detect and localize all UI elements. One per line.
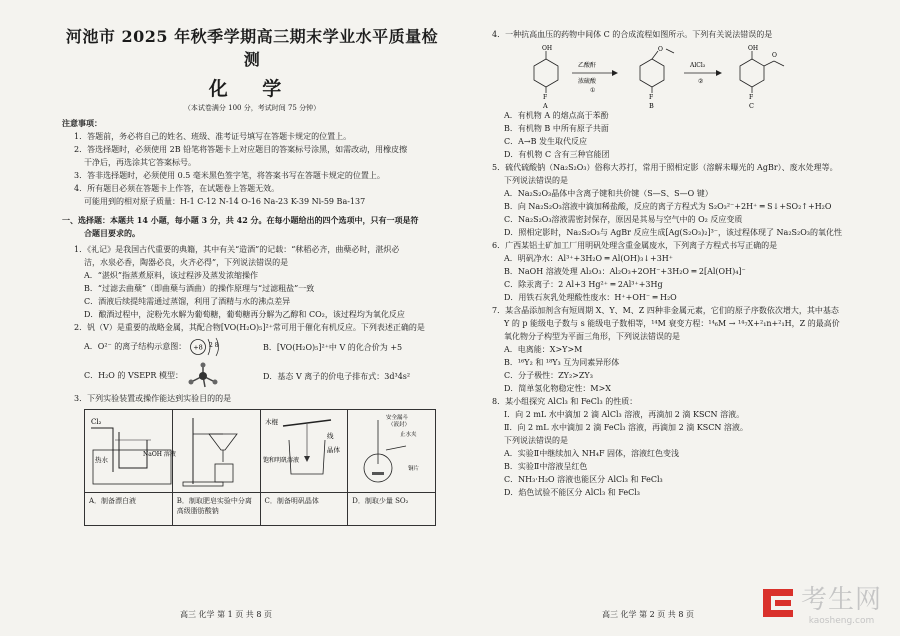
ion-structure-diagram (189, 336, 229, 358)
apparatus-c-drawing (261, 410, 347, 492)
right-page (452, 0, 900, 636)
compound-a-label: A (543, 102, 548, 110)
q1-stem: 1．《礼记》是我国古代重要的典籍，其中有关“造酒”的记载：“秫稻必齐，曲蘖必时，湛炽必 (74, 245, 400, 254)
q1-option-a: A．“湛炽”指蒸煮原料，该过程涉及蒸发浓缩操作 (84, 271, 258, 280)
q6-option-a: A．明矾净水：Al³⁺+3H₂O ═ Al(OH)₃↓+3H⁺ (504, 254, 673, 263)
q8-option-c: C．NH₃·H₂O 溶液也能区分 AlCl₃ 和 FeCl₃ (504, 475, 663, 484)
q2-row-ab (62, 334, 442, 360)
q5-option-c: C．Na₂S₂O₃溶液需密封保存，原因是其易与空气中的 O₂ 反应变质 (504, 215, 743, 224)
label-naoh: NaOH 溶液 (143, 451, 176, 458)
q5-stem: 5．硫代硫酸钠（Na₂S₂O₃）俗称大苏打，常用于照相定影（溶解未曝光的 AgBr）、废水处理等。 (492, 163, 838, 172)
q3-cell-d (348, 410, 435, 525)
q3-cell-b (173, 410, 261, 525)
q2-option-a: A．O²⁻ 的离子结构示意图： (84, 342, 187, 351)
label-crystal: 晶体 (326, 446, 340, 454)
q3-option-d: D．制取少量 SO₂ (352, 497, 409, 505)
note-2-cont: 干净后，再选涂其它答案标号。 (84, 158, 196, 167)
q4-stem: 4．一种抗高血压的药物中间体 C 的合成流程如图所示。下列有关说法错误的是 (492, 30, 773, 39)
label-cl2: Cl₂ (91, 418, 102, 426)
q4-option-c: C．A→B 发生取代反应 (504, 137, 588, 146)
section-heading: 一、选择题：本题共 14 小题，每小题 3 分，共 42 分。在每小题给出的四个选项中，只有一项是符 (62, 215, 419, 225)
q8-option-d: D．焰色试验不能区分 AlCl₃ 和 FeCl₃ (504, 488, 640, 497)
q3-cell-a (85, 410, 176, 525)
svg-text:F: F (749, 94, 754, 101)
q8-option-a: A．实验Ⅱ中继续加入 NH₄F 固体，溶液红色变浅 (504, 449, 680, 458)
label-copper: 铜片 (408, 466, 420, 472)
watermark-text: 考生网 (800, 585, 882, 615)
q8-question: 下列说法错误的是 (504, 436, 568, 445)
note-1: 1．答题前，务必将自己的姓名、班级、准考证号填写在答题卡规定的位置上。 (74, 132, 352, 141)
q8-stem: 8．某小组探究 AlCl₃ 和 FeCl₃ 的性质： (492, 397, 638, 406)
reagent-1-top: 乙酸酐 (578, 62, 597, 69)
q6-option-c: C．除汞离子：2 Al+3 Hg²⁺ ═ 2Al³⁺+3Hg (504, 280, 663, 289)
label-alum: 饱和明矾溶液 (262, 457, 299, 464)
atomic-masses: 可能用到的相对原子质量：H-1 C-12 N-14 O-16 Na-23 K-39 Ni-59 Ba-137 (84, 197, 366, 206)
section-heading-cont: 合题目要求的。 (84, 228, 140, 238)
q5-option-a: A．Na₂S₂O₃晶体中含离子键和共价键（S—S、S—O 键） (504, 189, 713, 198)
ion-shell-electrons: 2 8 (208, 342, 219, 349)
q5-option-b: B．向 Na₂S₂O₃溶液中滴加稀盐酸，反应的离子方程式为 S₂O₃²⁻+2H⁺ ═ S↓+SO₂↑+H₂O (504, 202, 832, 211)
reaction-scheme-drawing (516, 45, 816, 109)
svg-text:O: O (658, 46, 663, 53)
q7-stem-cont: Y 的 p 能级电子数与 s 能级电子数相等，¹⁴M 衰变方程：¹⁴₆M → ¹⁴₇X+²₁n+²₁H，Z 的最高价 (504, 319, 840, 328)
label-liquid-seal: （液封） (388, 422, 411, 428)
compound-b-label: B (649, 102, 654, 110)
q2-option-d: D．基态 V 离子的价电子排布式：3d³4s² (263, 371, 411, 381)
svg-text:OH: OH (542, 45, 553, 52)
apparatus-d-drawing (348, 410, 434, 492)
q4-reaction-scheme (516, 45, 876, 109)
footer-page-2: 高三 化学 第 2 页 共 8 页 (602, 610, 694, 619)
q7-option-d: D．简单氢化物稳定性：M>X (504, 384, 612, 393)
q2-stem: 2．钒（V）是重要的战略金属，其配合物[VO(H₂O)₅]²⁺常可用于催化有机反应。下列表述正确的是 (74, 323, 425, 332)
label-thread: 线 (326, 432, 333, 440)
apparatus-a-drawing (85, 410, 176, 492)
q6-stem: 6．广西某铝土矿加工厂用明矾处理含重金属废水，下列离子方程式书写正确的是 (492, 241, 778, 250)
watermark-logo-icon (761, 585, 797, 621)
reagent-1-bottom: 浓硫酸 (578, 78, 597, 85)
q5-option-d: D．照相定影时，Na₂S₂O₃与 AgBr 反应生成[Ag(S₂O₃)₂]³⁻，该过程体现了 Na₂S₂O₃的氧化性 (504, 228, 842, 237)
q8-option-b: B．实验Ⅱ中溶液呈红色 (504, 462, 588, 471)
note-2: 2．答选择题时，必须使用 2B 铅笔将答题卡上对应题目的答案标号涂黑，如需改动，用橡皮擦 (74, 145, 408, 154)
q6-option-b: B．NaOH 溶液处理 Al₂O₃：Al₂O₃+2OH⁻+3H₂O ═ 2[Al(OH)₄]⁻ (504, 267, 746, 276)
apparatus-b-drawing (173, 410, 259, 492)
note-3: 3．答非选择题时，必须使用 0.5 毫米黑色签字笔，将答案书写在答题卡规定的位置上。 (74, 171, 385, 180)
q6-option-d: D．用铁石灰乳处理酸性废水：H⁺+OH⁻ ═ H₂O (504, 293, 677, 302)
q7-option-b: B．¹⁶Y₂ 和 ¹⁸Y₃ 互为同素异形体 (504, 358, 620, 367)
q3-option-c: C．制备明矾晶体 (264, 497, 319, 505)
svg-text:OH: OH (748, 45, 759, 52)
exam-title: 河池市 2025 年秋季学期高三期末学业水平质量检测 (65, 27, 439, 69)
q3-cell-c (261, 410, 349, 525)
subject-title: 化 学 (208, 78, 296, 100)
q1-option-b: B．“过滤去曲蘖”（即曲蘖与酒曲）的操作原理与“过滤粗盐”一致 (84, 284, 315, 293)
step-1: ① (590, 87, 596, 94)
reagent-2: AlCl₃ (690, 62, 706, 69)
notes-heading: 注意事项： (62, 118, 102, 128)
q2-row-cd (62, 360, 442, 392)
q8-step-1: Ⅰ．向 2 mL 水中滴加 2 滴 AlCl₃ 溶液，再滴加 2 滴 KSCN 溶液。 (504, 410, 745, 419)
label-hot-water: 热水 (95, 456, 108, 464)
q8-step-2: Ⅱ．向 2 mL 水中滴加 2 滴 FeCl₃ 溶液，再滴加 2 滴 KSCN 溶液。 (504, 423, 748, 432)
vsepr-model-icon (186, 362, 220, 390)
q3-option-a: A．制备漂白液 (89, 497, 137, 505)
q1-stem-cont: 洁，水泉必香，陶器必良，火齐必得”，下列说法错误的是 (84, 258, 289, 267)
q4-option-d: D．有机物 C 含有三种官能团 (504, 150, 610, 159)
score-note: （本试卷满分 100 分，考试时间 75 分钟） (183, 104, 321, 112)
q4-option-b: B．有机物 B 中所有原子共面 (504, 124, 609, 133)
q1-option-d: D．酿酒过程中，淀粉先水解为葡萄糖，葡萄糖再分解为乙醇和 CO₂，该过程均为氧化反应 (84, 310, 405, 319)
ion-core-charge: +8 (193, 343, 203, 352)
q3-apparatus-table (84, 409, 436, 526)
q4-option-a: A．有机物 A 的熔点高于苯酚 (504, 111, 609, 120)
svg-text:F: F (543, 94, 548, 101)
label-stick: 木棍 (264, 418, 278, 426)
svg-text:F: F (649, 94, 654, 101)
label-clamp: 止水夹 (400, 432, 417, 438)
q2-option-c: C．H₂O 的 VSEPR 模型： (84, 371, 183, 380)
q7-stem-cont-2: 氧化物分子构型为平面三角形，下列说法错误的是 (504, 332, 680, 341)
watermark (761, 579, 882, 626)
watermark-url: kaosheng.com (808, 616, 875, 626)
q1-option-c: C．酒液后续提纯需通过蒸馏，利用了酒精与水的沸点差异 (84, 297, 291, 306)
q7-option-a: A．电离能：X>Y>M (504, 345, 583, 354)
footer-page-1: 高三 化学 第 1 页 共 8 页 (180, 610, 272, 619)
q7-option-c: C．分子极性：ZY₂>ZY₃ (504, 371, 593, 380)
label-funnel: 安全漏斗 (386, 415, 409, 421)
q5-stem-cont: 下列说法错误的是 (504, 176, 568, 185)
q3-stem: 3．下列实验装置或操作能达到实验目的的是 (74, 394, 232, 403)
step-2: ② (698, 78, 704, 85)
q2-option-b: B．[VO(H₂O)₅]²⁺中 V 的化合价为 +5 (263, 342, 403, 352)
note-4: 4．所有题目必须在答题卡上作答，在试题卷上答题无效。 (74, 184, 280, 193)
q7-stem: 7．某含晶添加剂含有短周期 X、Y、M、Z 四种非金属元素，它们的原子序数依次增大，其中基态 (492, 306, 839, 315)
q3-option-b: B．制取肥皂实验中分离高级脂肪酸钠 (176, 497, 252, 515)
compound-c-label: C (749, 102, 754, 110)
svg-text:O: O (772, 52, 777, 59)
